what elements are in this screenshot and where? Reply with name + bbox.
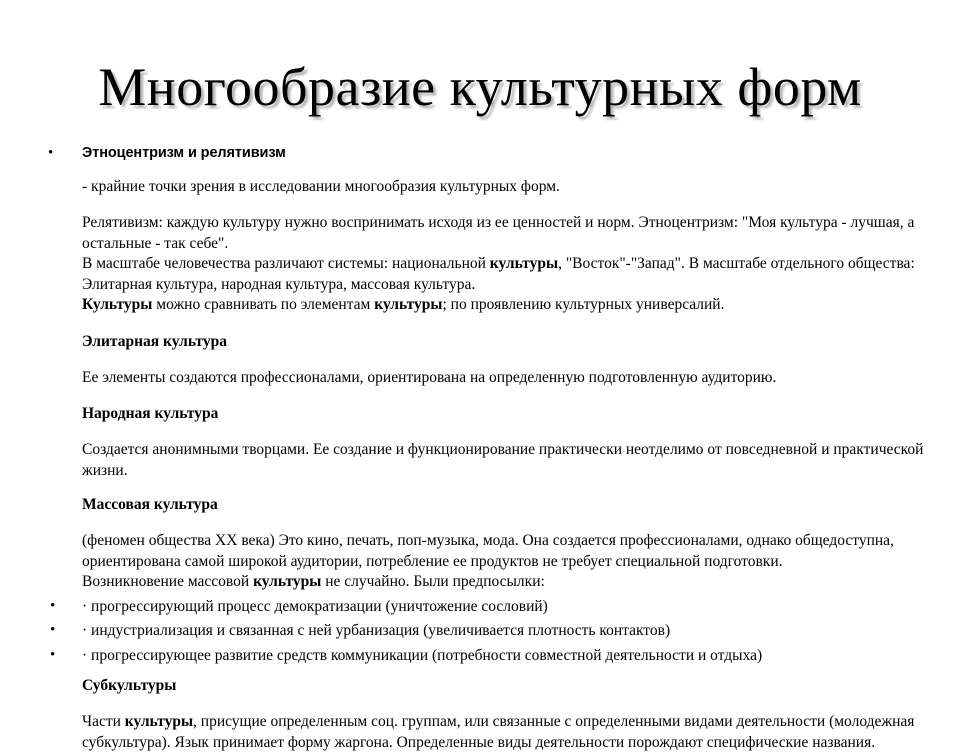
scale-text-bold: культуры — [489, 255, 559, 272]
elite-heading-row — [0, 332, 960, 352]
ethnocentrism-subline-row — [0, 177, 960, 197]
folk-heading-row — [0, 404, 960, 424]
subculture-body-row — [0, 712, 960, 753]
subculture-body — [82, 712, 938, 753]
bullet-point-icon: • — [50, 597, 56, 614]
mass-culture-heading: Массовая культура — [82, 496, 218, 513]
list-item — [0, 621, 960, 642]
bullet-point-icon: • — [50, 646, 56, 663]
mass-heading-row — [0, 495, 960, 515]
subculture-pre: Части — [82, 713, 125, 730]
mass-culture-body: (феномен общества XX века) Это кино, печать, поп-музыка, мода. Она создается профессионалами, однако общедоступна, ориентирована самой широкой аудитории, потребление ее продуктов не требует специальной подготовки. — [82, 532, 894, 570]
elite-body-row — [0, 368, 960, 389]
mass-lead-pre: Возникновение массовой — [82, 573, 254, 590]
prerequisite-item-2: · индустриализация и связанная с ней урбанизация (увеличивается плотность контактов) — [82, 622, 671, 639]
subculture-heading-row — [0, 676, 960, 696]
list-item — [0, 597, 960, 618]
subculture-heading: Субкультуры — [82, 677, 177, 694]
compare-mid: можно сравнивать по элементам — [152, 296, 375, 313]
scale-paragraph — [82, 254, 938, 295]
scale-text-post: , "Восток"-"Запад". В масштабе отдельного общества: Элитарная культура, народная культура, массовая культура. — [82, 255, 915, 293]
compare-bold-1: Культуры — [82, 296, 153, 313]
compare-paragraph — [82, 295, 938, 316]
ethnocentrism-heading: Этноцентризм и релятивизм — [82, 145, 286, 161]
bullet-point-icon: • — [48, 145, 54, 161]
elite-culture-heading: Элитарная культура — [82, 332, 227, 350]
bullet-point-icon: • — [50, 622, 56, 638]
folk-culture-heading: Народная культура — [82, 405, 219, 422]
mass-lead-post: не случайно. Были предпосылки: — [321, 573, 545, 590]
prerequisite-item-1: · прогрессирующий процесс демократизации (уничтожение сословий) — [82, 597, 548, 615]
slide-title: Многообразие культурных форм — [98, 57, 862, 117]
elite-culture-body: Ее элементы создаются профессионалами, ориентирована на определенную подготовленную аудиторию. — [82, 368, 777, 386]
mass-body-row — [0, 531, 960, 593]
compare-bold-2: культуры — [374, 296, 443, 313]
subculture-post: , присущие определенным соц. группам, или связанные с определенными видами деятельности (молодежная субкультура). Язык принимает форму жаргона. Определенные виды деятельности порождают специфические названия. — [82, 713, 915, 751]
slide-body — [0, 144, 960, 753]
list-item — [0, 646, 960, 667]
relativism-paragraph — [82, 213, 938, 254]
bullet-item-ethnocentrism — [0, 144, 960, 163]
scale-text-pre: В масштабе человечества различают системы: национальной — [82, 255, 490, 272]
ethnocentrism-subline: - крайние точки зрения в исследовании многообразия культурных форм. — [82, 178, 560, 195]
relativism-text: Релятивизм: каждую культуру нужно воспринимать исходя из ее ценностей и норм. Этноцентризм: "Моя культура - лучшая, а остальные - так себе". — [82, 214, 915, 252]
folk-body-row — [0, 440, 960, 481]
relativism-paragraph-row — [0, 213, 960, 316]
folk-culture-body: Создается анонимными творцами. Ее создание и функционирование практически неотделимо от повседневной и практической жизни. — [82, 441, 924, 479]
compare-post: ; по проявлению культурных универсалий. — [442, 296, 725, 313]
mass-culture-lead — [82, 572, 938, 593]
mass-lead-bold: культуры — [253, 573, 322, 590]
prerequisite-item-3: · прогрессирующее развитие средств коммуникации (потребности совместной деятельности и отдыха) — [82, 646, 763, 664]
subculture-bold: культуры — [124, 713, 194, 730]
